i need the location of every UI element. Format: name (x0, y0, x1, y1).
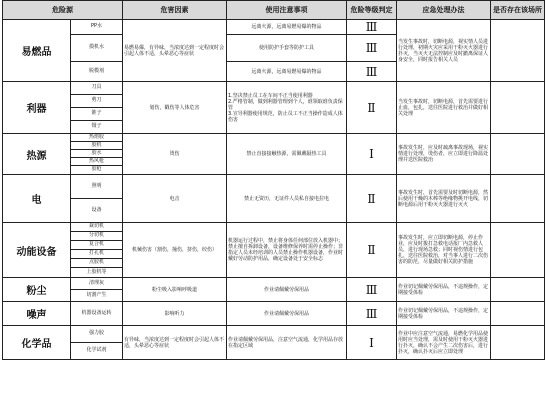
precaution-cell: 使用防护手套等防护工具 (227, 35, 347, 62)
table-row (3, 20, 545, 35)
presence-cell[interactable] (491, 223, 545, 278)
level-cell: Ⅲ (347, 35, 397, 62)
item-cell: 剪刀 (71, 95, 123, 108)
item-cell: 化学试剂 (71, 343, 123, 360)
hazard-cell: 有异味，当浓度达到一定程度时会引起人体不适，头晕恶心等症状 (123, 326, 227, 360)
hazard-cell: 易燃易爆，有异味，当浓度达到一定程度时会引起人体不适，头晕恶心等症状 (123, 20, 227, 82)
presence-cell[interactable] (491, 82, 545, 134)
presence-cell[interactable] (491, 175, 545, 223)
item-cell: 热熔胶 (71, 134, 123, 142)
item-cell: 刀具 (71, 82, 123, 95)
category-machinery: 动能设备 (3, 223, 71, 278)
item-cell: 胶枪 (71, 166, 123, 175)
header-level: 危险等级判定 (347, 1, 397, 20)
level-cell: Ⅲ (347, 278, 397, 302)
precaution-cell: 作业请佩戴劳保用品 (227, 278, 347, 302)
category-electric: 电 (3, 175, 71, 223)
header-precautions: 使用注意事项 (227, 1, 347, 20)
item-cell: PP水 (71, 20, 123, 35)
presence-cell[interactable] (491, 326, 545, 360)
item-cell: 打孔机 (71, 250, 123, 259)
header-emergency: 应急处理办法 (397, 1, 491, 20)
item-cell: 机器设备运转 (71, 302, 123, 326)
hazard-cell: 烫伤 (123, 134, 227, 175)
item-cell: 复合机 (71, 241, 123, 250)
hazard-cell: 划伤，戳伤等人体危害 (123, 82, 227, 134)
item-cell: 上胶机等 (71, 268, 123, 278)
item-cell: 清理灰 (71, 278, 123, 290)
presence-cell[interactable] (491, 20, 545, 82)
emergency-cell: 事故发生时，应立即切断电源，停止作业，应及时拨打急救电话报厂内急救人员，进行现场急救；同时视伤情进行包扎，送往医院救治，对当事人进行二次伤害的防范，尽量做好相关防护措施 (397, 223, 491, 278)
table-row (3, 223, 545, 232)
precaution-cell: 作业请佩戴劳保用品 (227, 302, 347, 326)
item-cell: 摸机水 (71, 35, 123, 62)
item-cell: 胶水 (71, 150, 123, 158)
header-source: 危险源 (3, 1, 123, 20)
item-cell: 锥子 (71, 108, 123, 121)
item-cell: 强力胶 (71, 326, 123, 343)
level-cell: Ⅰ (347, 326, 397, 360)
table-row (3, 302, 545, 326)
item-cell: 设备 (71, 199, 123, 223)
precaution-cell: 机器运行过程中，禁止将身体任何部位放入机器中；禁止擅自拆卸设备，设备维修保养时需停止操作；非指定人员未经培训的人员禁止操作机器设备，作业时戴好劳动防护用品，确定设备处于安全标志 (227, 223, 347, 278)
emergency-cell: 事故发生时，应及时疏离事故现场，视实情进行处理，烫伤者，应立即进行降温处理并送医院救治 (397, 134, 491, 175)
item-cell: 切割产生 (71, 290, 123, 302)
category-noise: 噪声 (3, 302, 71, 326)
precaution-cell: 作业请佩戴劳保用品，注意空气流通，化学用品存放在指定区域 (227, 326, 347, 360)
level-cell: Ⅱ (347, 223, 397, 278)
emergency-cell: 作业切记佩戴劳保用品，不违规操作，定期接受体检 (397, 302, 491, 326)
presence-cell[interactable] (491, 302, 545, 326)
table-row (3, 175, 545, 199)
level-cell: Ⅱ (347, 82, 397, 134)
header-present: 是否存在该场所 (491, 1, 545, 20)
item-cell: 热风枪 (71, 158, 123, 166)
category-sharps: 利器 (3, 82, 71, 134)
category-chemicals: 化学品 (3, 326, 71, 360)
level-cell: Ⅲ (347, 302, 397, 326)
presence-cell[interactable] (491, 134, 545, 175)
category-flammables: 易燃品 (3, 20, 71, 82)
precaution-cell: 禁止直接接触热源，需佩戴隔热工具 (227, 134, 347, 175)
header-hazard: 危害因素 (123, 1, 227, 20)
precaution-cell: 1.坚决禁止员工在车间不正当使用利器 2.严格管制，做到利器管理到个人，谁领取谁负责保管 3.宣导利器使用规范，防止员工不正当操作造成人体伤害 (227, 82, 347, 134)
precaution-cell: 远离火源，远离易燃易爆的物品 (227, 62, 347, 82)
precaution-cell: 远离火源，远离易燃易爆的物品 (227, 20, 347, 35)
hazard-cell: 影响听力 (123, 302, 227, 326)
item-cell: 镊子 (71, 121, 123, 134)
header-row (3, 1, 545, 20)
hazard-table (2, 0, 545, 360)
level-cell: Ⅱ (347, 175, 397, 223)
item-cell: 胶机 (71, 142, 123, 150)
table-row (3, 134, 545, 142)
table-row (3, 82, 545, 95)
precaution-cell: 禁止无资历，无证件人员私自接电拉电 (227, 175, 347, 223)
category-dust: 粉尘 (3, 278, 71, 302)
hazard-cell: 机械伤害（割伤，撞伤，挤伤，绞伤） (123, 223, 227, 278)
emergency-cell: 当发生事故时，切断电源，视实情人员进行处理，初期火灾应采用干粉灭火器进行扑灭，当灭火无法控制应及时撤离保证人身安全，同时报告相关人员 (397, 20, 491, 82)
emergency-cell: 作业切记佩戴劳保用品，不违规操作，定期接受体检 (397, 278, 491, 302)
emergency-cell: 事故发生时，首先需要及时切断电源，然后使用干燥的木棒等绝缘物挑开电线，切断电源后用干粉灭火器进行灭火 (397, 175, 491, 223)
level-cell: Ⅲ (347, 62, 397, 82)
level-cell: Ⅰ (347, 134, 397, 175)
emergency-cell: 当发生事故时，切断电源，首先需要进行止血，包扎，送往医院进行救治并做好相关处理 (397, 82, 491, 134)
hazard-cell: 粉尘吸入影响呼吸道 (123, 278, 227, 302)
hazard-cell: 电击 (123, 175, 227, 223)
level-cell: Ⅲ (347, 20, 397, 35)
item-cell: 裁切机 (71, 223, 123, 232)
item-cell: 分切机 (71, 232, 123, 241)
item-cell: 点胶机 (71, 259, 123, 268)
item-cell: 脱模剂 (71, 62, 123, 82)
emergency-cell: 作业中应注意空气流通，易燃化学用品使用时应当处理，需及时使用干粉灭火器进行扑灭，确认不会产生二次伤害后，进行扑灭，确认扑灭后应立即处理 (397, 326, 491, 360)
table-row (3, 326, 545, 343)
category-heat: 热源 (3, 134, 71, 175)
table-row (3, 278, 545, 290)
presence-cell[interactable] (491, 278, 545, 302)
item-cell: 照明 (71, 175, 123, 199)
